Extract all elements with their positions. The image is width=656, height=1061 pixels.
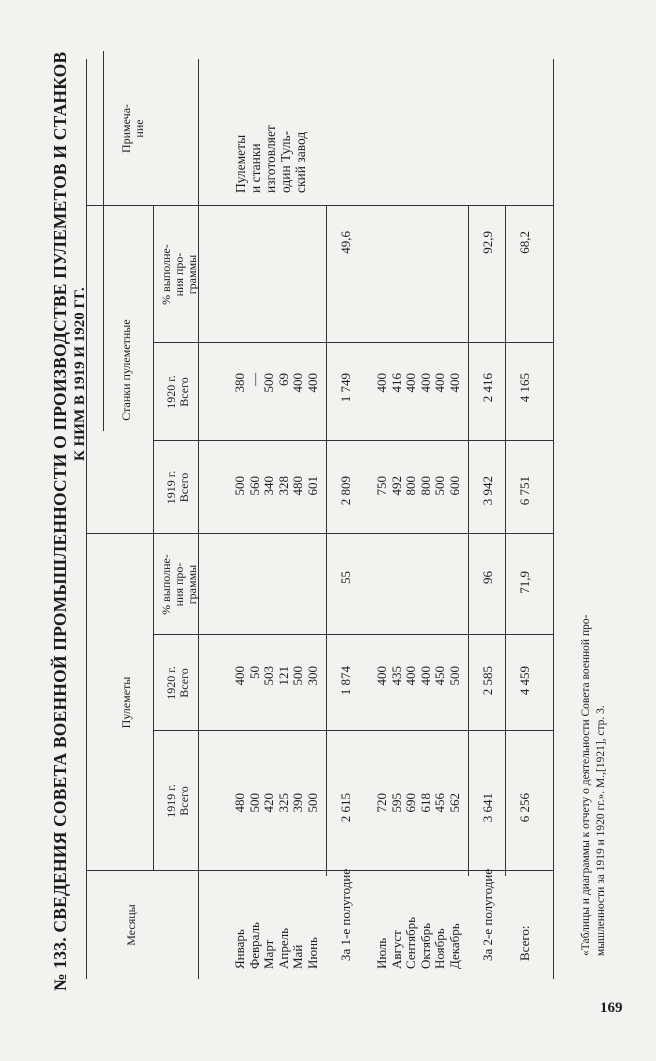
month-label: Апрель <box>275 927 291 969</box>
col-rule-mgpct <box>86 533 553 534</box>
table-top-rule <box>86 59 87 979</box>
subtotal1-st1919: 2 809 <box>338 476 353 506</box>
document-subtitle: К НИМ В 1919 И 1920 ГГ. <box>72 287 88 461</box>
header-machine-guns: Пулеметы <box>119 676 133 729</box>
header-group-rule <box>153 206 154 871</box>
st-1919-first-half: 500 560 340 328 480 601 <box>232 476 320 496</box>
subtotal2-stpct: 92,9 <box>480 231 495 254</box>
total-mg1919: 6 256 <box>517 793 532 823</box>
month-label: Сентябрь <box>403 916 418 969</box>
total-mgpct: 71,9 <box>517 571 532 594</box>
total-label: Всего: <box>517 925 532 961</box>
subtotal2-mg1920: 2 585 <box>480 666 495 696</box>
header-machine-gun-mounts: Станки пулеметные <box>119 319 133 421</box>
header-mg-pct: % выполне- ния про- граммы <box>159 554 199 615</box>
mg-1919-first-half: 480 500 420 325 390 500 <box>232 793 320 813</box>
header-notes: Примеча- ние <box>119 103 146 154</box>
total-stpct: 68,2 <box>517 231 532 254</box>
subtotal1-label: За 1-е полугодие <box>338 868 353 961</box>
subtotal1-mgpct: 55 <box>338 571 353 584</box>
mg-1920-first-half: 400 50 503 121 500 300 <box>232 666 320 686</box>
col-rule-stpct <box>86 205 553 206</box>
month-label: Август <box>388 930 404 969</box>
mg-1919-second-half: 720 595 690 618 456 562 <box>374 793 462 813</box>
col-rule-mg1920 <box>153 634 553 635</box>
total-mg1920: 4 459 <box>517 666 532 696</box>
header-months: Месяцы <box>124 904 138 946</box>
st-1919-second-half: 750 492 800 800 500 600 <box>374 476 462 496</box>
subtotal1-rule <box>326 206 327 876</box>
st-1920-second-half: 400 416 400 400 400 400 <box>374 373 462 393</box>
month-label: Март <box>261 939 276 969</box>
months-second-half <box>375 871 462 969</box>
subtotal2-st1919: 3 942 <box>480 476 495 506</box>
footnote-line1: «Таблицы и диаграммы к отчету о деятельности Совета военной про- <box>580 614 592 956</box>
subtotal1-mg1919: 2 615 <box>338 793 353 823</box>
notes-text: Пулеметы и станки изготовляет один Туль- ский завод <box>233 125 308 193</box>
table-bottom-rule <box>553 59 554 979</box>
mg-1920-second-half: 400 435 400 400 450 500 <box>374 666 462 686</box>
col-rule-st1920 <box>153 342 553 343</box>
subtotal2-mgpct: 96 <box>480 571 495 584</box>
header-st-1920: 1920 г. Всего <box>164 375 191 409</box>
header-st-1919: 1919 г. Всего <box>164 470 191 505</box>
header-mg-1919: 1919 г. Всего <box>164 784 191 818</box>
st-1920-first-half: 380 — 500 69 400 400 <box>232 373 320 393</box>
total-st1919: 6 751 <box>517 476 532 506</box>
header-bottom-rule <box>198 59 199 979</box>
table-top-rule-2 <box>103 51 104 431</box>
month-label: Май <box>290 944 305 969</box>
col-rule-mg1919 <box>153 730 553 731</box>
month-label: Июнь <box>304 937 320 969</box>
month-label: Октябрь <box>417 922 433 969</box>
months-first-half <box>233 871 320 969</box>
subtotal2-label: За 2-е полугодие <box>480 868 495 961</box>
subtotal2-st1920: 2 416 <box>480 373 495 403</box>
header-mg-1920: 1920 г. Всего <box>164 666 191 700</box>
month-label: Июль <box>374 937 389 969</box>
month-label: Декабрь <box>446 923 462 969</box>
total-st1920: 4 165 <box>517 373 532 403</box>
header-st-pct: % выполне- ния про- граммы <box>159 244 199 305</box>
col-rule-st1919 <box>153 440 553 441</box>
total-rule <box>505 206 506 876</box>
subtotal2-mg1919: 3 641 <box>480 793 495 823</box>
subtotal1-mg1920: 1 874 <box>338 666 353 696</box>
month-label: Январь <box>232 929 247 969</box>
subtotal1-st1920: 1 749 <box>338 373 353 403</box>
page-number: 169 <box>600 1000 623 1016</box>
subtotal1-stpct: 49,6 <box>338 231 353 254</box>
month-label: Февраль <box>246 922 262 969</box>
month-label: Ноябрь <box>432 928 447 969</box>
subtotal2-rule <box>468 206 469 876</box>
document-title: № 133. СВЕДЕНИЯ СОВЕТА ВОЕННОЙ ПРОМЫШЛЕННОСТИ О ПРОИЗВОДСТВЕ ПУЛЕМЕТОВ И СТАНКОВ <box>50 51 70 991</box>
footnote-line2: мышленности за 1919 и 1920 гг.». М.,[1921], стр. 3. <box>595 705 607 956</box>
